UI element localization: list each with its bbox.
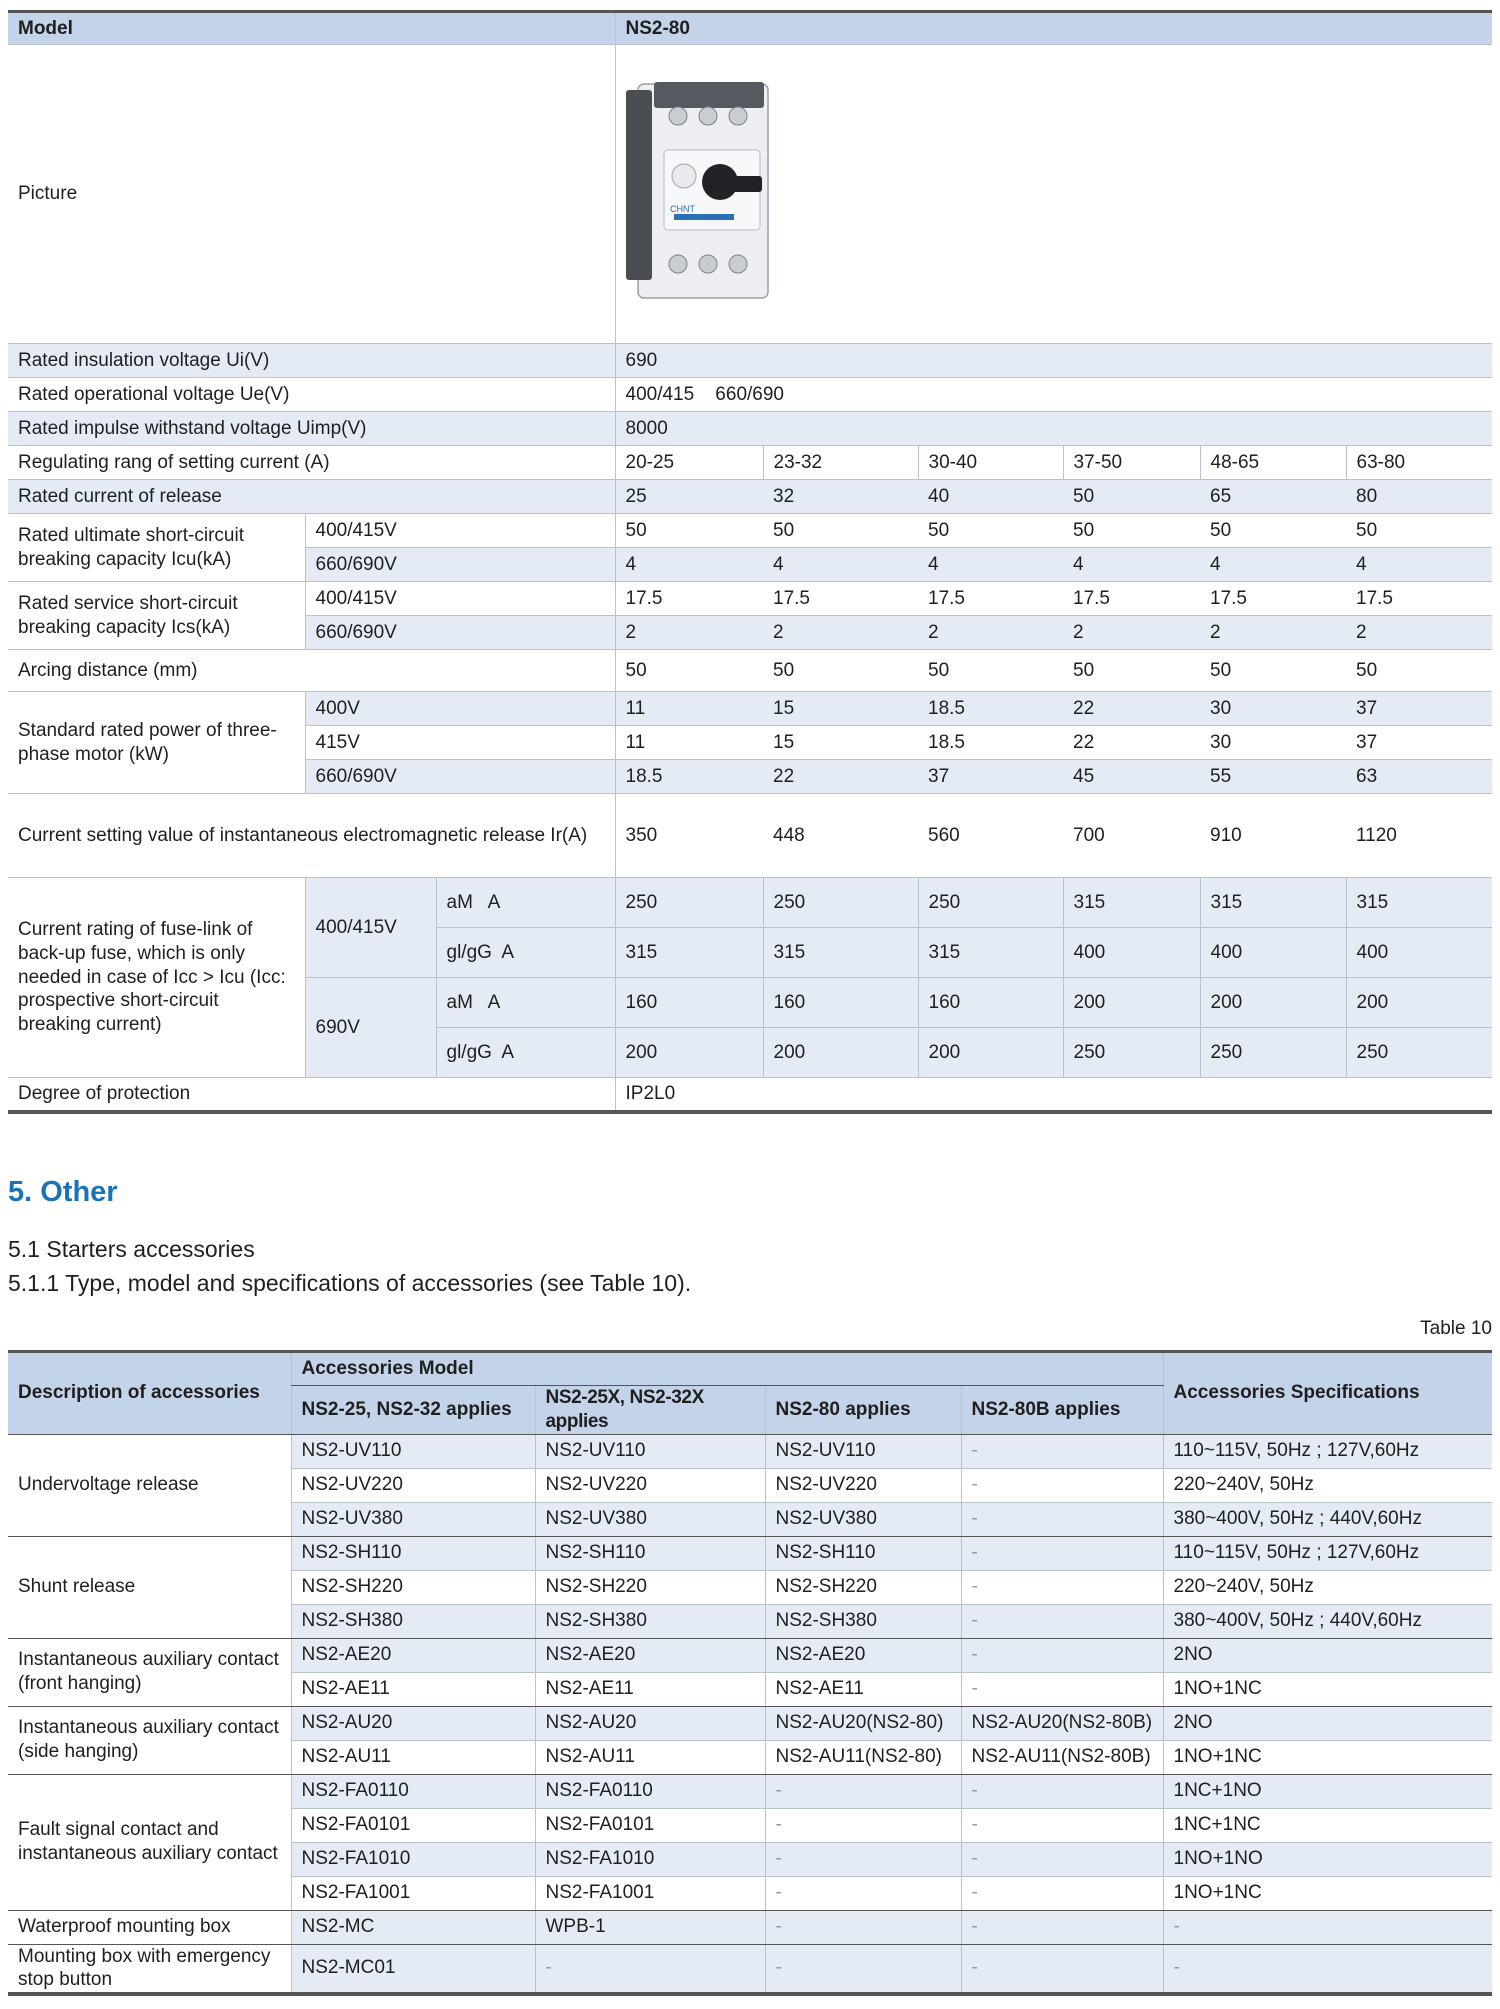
accessory-model-cell: NS2-MC01: [291, 1944, 535, 1994]
icu-label: Rated ultimate short-circuit breaking capacity Icu(kA): [8, 514, 305, 582]
power-value: 37: [1346, 692, 1492, 726]
icu-value: 50: [918, 514, 1063, 548]
fuse-value: 200: [615, 1028, 763, 1078]
fuse-voltage: 400/415V: [305, 878, 436, 978]
release-label: Rated current of release: [8, 480, 615, 514]
ics-value: 17.5: [1063, 582, 1200, 616]
fuse-value: 200: [918, 1028, 1063, 1078]
accessory-spec-cell: 1NC+1NC: [1163, 1808, 1492, 1842]
picture-label: Picture: [8, 45, 615, 344]
accessory-description: Instantaneous auxiliary contact (side hanging): [8, 1706, 291, 1774]
col-header: NS2-25, NS2-32 applies: [291, 1386, 535, 1435]
accessory-spec-cell: 220~240V, 50Hz: [1163, 1468, 1492, 1502]
accessory-model-cell: NS2-SH380: [291, 1604, 535, 1638]
accessory-model-cell: NS2-MC: [291, 1910, 535, 1944]
icu-value: 4: [1346, 548, 1492, 582]
ics-voltage: 660/690V: [305, 616, 615, 650]
subsection-description: 5.1.1 Type, model and specifications of accessories (see Table 10).: [8, 1270, 692, 1296]
uimp-row: [8, 412, 1492, 446]
fuse-value: 160: [918, 978, 1063, 1028]
accessory-model-cell: NS2-FA1001: [535, 1876, 765, 1910]
accessory-model-cell: NS2-SH110: [291, 1536, 535, 1570]
fuse-value: 400: [1200, 928, 1346, 978]
power-voltage: 415V: [305, 726, 615, 760]
release-value: 50: [1063, 480, 1200, 514]
model-row: [8, 12, 1492, 45]
accessory-model-cell: NS2-AU11(NS2-80): [765, 1740, 961, 1774]
accessory-model-cell: NS2-AE20: [291, 1638, 535, 1672]
accessory-model-cell: NS2-FA0110: [535, 1774, 765, 1808]
fuse-type: gl/gG A: [436, 1028, 615, 1078]
accessory-row: [8, 1536, 1492, 1570]
ue-row: [8, 378, 1492, 412]
col-header: NS2-80 applies: [765, 1386, 961, 1435]
accessory-model-cell: NS2-AU11: [535, 1740, 765, 1774]
accessory-model-cell: -: [961, 1774, 1163, 1808]
section-title: 5. Other: [8, 1176, 118, 1208]
accessory-spec-cell: 1NC+1NO: [1163, 1774, 1492, 1808]
accessory-model-cell: NS2-AU20(NS2-80B): [961, 1706, 1163, 1740]
fuse-value: 315: [763, 928, 918, 978]
fuse-type: aM A: [436, 878, 615, 928]
range-value: 23-32: [763, 446, 918, 480]
picture-cell: [615, 45, 1492, 344]
protection-label: Degree of protection: [8, 1078, 615, 1112]
accessory-spec-cell: 1NO+1NC: [1163, 1876, 1492, 1910]
accessory-model-cell: -: [961, 1910, 1163, 1944]
ui-value: 690: [615, 344, 1492, 378]
power-value: 45: [1063, 760, 1200, 794]
release-value: 65: [1200, 480, 1346, 514]
power-value: 22: [1063, 692, 1200, 726]
ics-label: Rated service short-circuit breaking capacity Ics(kA): [8, 582, 305, 650]
fuse-value: 400: [1346, 928, 1492, 978]
accessory-model-cell: -: [961, 1876, 1163, 1910]
accessory-model-cell: -: [765, 1842, 961, 1876]
ics-row: [8, 582, 1492, 616]
range-value: 30-40: [918, 446, 1063, 480]
fuse-value: 315: [918, 928, 1063, 978]
ir-label: Current setting value of instantaneous electromagnetic release Ir(A): [8, 794, 615, 878]
accessory-model-cell: NS2-UV110: [765, 1434, 961, 1468]
uimp-value: 8000: [615, 412, 1492, 446]
desc-header: Description of accessories: [8, 1352, 291, 1435]
icu-voltage: 400/415V: [305, 514, 615, 548]
ics-value: 17.5: [918, 582, 1063, 616]
accessory-row: [8, 1434, 1492, 1468]
accessory-row: [8, 1774, 1492, 1808]
accessory-spec-cell: -: [1163, 1910, 1492, 1944]
accessory-model-cell: NS2-AU20(NS2-80): [765, 1706, 961, 1740]
range-value: 48-65: [1200, 446, 1346, 480]
power-value: 30: [1200, 726, 1346, 760]
fuse-voltage: 690V: [305, 978, 436, 1078]
uimp-label: Rated impulse withstand voltage Uimp(V): [8, 412, 615, 446]
ics-value: 2: [918, 616, 1063, 650]
power-value: 11: [615, 726, 763, 760]
accessory-model-cell: NS2-FA1001: [291, 1876, 535, 1910]
fuse-value: 200: [1063, 978, 1200, 1028]
range-value: 63-80: [1346, 446, 1492, 480]
fuse-value: 250: [1346, 1028, 1492, 1078]
accessory-model-cell: -: [961, 1536, 1163, 1570]
ir-value: 448: [763, 794, 918, 878]
accessory-model-cell: -: [961, 1502, 1163, 1536]
ics-value: 2: [763, 616, 918, 650]
accessory-model-cell: NS2-UV220: [535, 1468, 765, 1502]
accessory-model-cell: NS2-AE20: [765, 1638, 961, 1672]
power-row: [8, 692, 1492, 726]
ui-label: Rated insulation voltage Ui(V): [8, 344, 615, 378]
power-value: 37: [918, 760, 1063, 794]
fuse-value: 200: [1200, 978, 1346, 1028]
accessory-model-cell: -: [961, 1604, 1163, 1638]
ics-value: 17.5: [1346, 582, 1492, 616]
accessory-description: Fault signal contact and instantaneous auxiliary contact: [8, 1774, 291, 1910]
brand-logo: CHNT: [669, 203, 695, 214]
ir-value: 350: [615, 794, 763, 878]
power-value: 55: [1200, 760, 1346, 794]
accessory-description: Mounting box with emergency stop button: [8, 1944, 291, 1994]
accessory-model-cell: NS2-UV110: [291, 1434, 535, 1468]
ir-value: 910: [1200, 794, 1346, 878]
ics-voltage: 400/415V: [305, 582, 615, 616]
icu-value: 50: [763, 514, 918, 548]
accessory-model-cell: NS2-UV380: [535, 1502, 765, 1536]
accessory-model-cell: NS2-UV220: [291, 1468, 535, 1502]
icu-value: 4: [615, 548, 763, 582]
icu-value: 4: [1063, 548, 1200, 582]
accessory-description: Instantaneous auxiliary contact (front hanging): [8, 1638, 291, 1706]
power-value: 18.5: [918, 726, 1063, 760]
ir-value: 560: [918, 794, 1063, 878]
accessory-model-cell: NS2-AE11: [291, 1672, 535, 1706]
subsection-heading: 5.1 Starters accessories: [8, 1236, 255, 1262]
arcing-value: 50: [1346, 650, 1492, 692]
accessory-spec-cell: 2NO: [1163, 1706, 1492, 1740]
accessory-model-cell: NS2-AE20: [535, 1638, 765, 1672]
fuse-value: 250: [918, 878, 1063, 928]
power-value: 11: [615, 692, 763, 726]
accessory-model-cell: NS2-AU11: [291, 1740, 535, 1774]
accessory-spec-cell: 2NO: [1163, 1638, 1492, 1672]
fuse-type: aM A: [436, 978, 615, 1028]
accessory-model-cell: -: [765, 1876, 961, 1910]
accessory-model-cell: -: [961, 1672, 1163, 1706]
accessory-spec-cell: 110~115V, 50Hz ; 127V,60Hz: [1163, 1434, 1492, 1468]
release-value: 40: [918, 480, 1063, 514]
table-number: Table 10: [1420, 1318, 1492, 1339]
accessory-model-cell: -: [535, 1944, 765, 1994]
accessory-spec-cell: 380~400V, 50Hz ; 440V,60Hz: [1163, 1604, 1492, 1638]
accessory-model-cell: NS2-FA1010: [535, 1842, 765, 1876]
power-value: 37: [1346, 726, 1492, 760]
arcing-value: 50: [1200, 650, 1346, 692]
power-voltage: 660/690V: [305, 760, 615, 794]
accessory-model-cell: NS2-SH220: [291, 1570, 535, 1604]
fuse-value: 250: [1063, 1028, 1200, 1078]
power-value: 30: [1200, 692, 1346, 726]
accessory-model-cell: NS2-SH110: [765, 1536, 961, 1570]
power-value: 22: [763, 760, 918, 794]
spec-header: Accessories Specifications: [1163, 1352, 1492, 1435]
accessory-model-cell: NS2-SH110: [535, 1536, 765, 1570]
icu-value: 50: [1200, 514, 1346, 548]
accessory-spec-cell: 1NO+1NC: [1163, 1740, 1492, 1774]
accessory-model-cell: NS2-UV220: [765, 1468, 961, 1502]
accessory-model-cell: -: [765, 1774, 961, 1808]
fuse-value: 200: [763, 1028, 918, 1078]
accessories-header-row: [8, 1352, 1492, 1386]
accessory-row: [8, 1706, 1492, 1740]
accessory-spec-cell: 110~115V, 50Hz ; 127V,60Hz: [1163, 1536, 1492, 1570]
fuse-value: 250: [1200, 1028, 1346, 1078]
accessory-spec-cell: 220~240V, 50Hz: [1163, 1570, 1492, 1604]
accessory-model-cell: NS2-AE11: [535, 1672, 765, 1706]
col-header: NS2-80B applies: [961, 1386, 1163, 1435]
ics-value: 2: [1200, 616, 1346, 650]
accessory-model-cell: -: [961, 1842, 1163, 1876]
range-value: 20-25: [615, 446, 763, 480]
ics-value: 2: [1063, 616, 1200, 650]
fuse-value: 250: [763, 878, 918, 928]
icu-voltage: 660/690V: [305, 548, 615, 582]
ir-value: 1120: [1346, 794, 1492, 878]
fuse-value: 315: [1200, 878, 1346, 928]
accessory-model-cell: WPB-1: [535, 1910, 765, 1944]
accessory-model-cell: NS2-AU20: [291, 1706, 535, 1740]
power-voltage: 400V: [305, 692, 615, 726]
accessory-model-cell: -: [961, 1808, 1163, 1842]
accessory-spec-cell: -: [1163, 1944, 1492, 1994]
ui-row: [8, 344, 1492, 378]
arcing-row: [8, 650, 1492, 692]
fuse-value: 315: [1063, 878, 1200, 928]
icu-row: [8, 514, 1492, 548]
release-row: [8, 480, 1492, 514]
accessory-model-cell: NS2-FA0101: [535, 1808, 765, 1842]
accessory-model-cell: NS2-SH220: [535, 1570, 765, 1604]
accessory-spec-cell: 380~400V, 50Hz ; 440V,60Hz: [1163, 1502, 1492, 1536]
ue-label: Rated operational voltage Ue(V): [8, 378, 615, 412]
range-row: [8, 446, 1492, 480]
accessory-model-cell: -: [961, 1434, 1163, 1468]
ics-value: 17.5: [1200, 582, 1346, 616]
accessory-model-cell: NS2-UV380: [765, 1502, 961, 1536]
release-value: 32: [763, 480, 918, 514]
fuse-value: 400: [1063, 928, 1200, 978]
accessory-model-cell: NS2-SH380: [535, 1604, 765, 1638]
ir-row: [8, 794, 1492, 878]
ir-value: 700: [1063, 794, 1200, 878]
accessory-spec-cell: 1NO+1NO: [1163, 1842, 1492, 1876]
fuse-value: 315: [1346, 878, 1492, 928]
accessory-model-cell: NS2-FA0110: [291, 1774, 535, 1808]
power-value: 15: [763, 692, 918, 726]
icu-value: 50: [1063, 514, 1200, 548]
accessories-table: [8, 1350, 1492, 1996]
accessory-model-cell: NS2-UV380: [291, 1502, 535, 1536]
fuse-value: 315: [615, 928, 763, 978]
icu-value: 4: [763, 548, 918, 582]
fuse-value: 160: [615, 978, 763, 1028]
model-value: NS2-80: [615, 12, 1492, 45]
ics-value: 17.5: [615, 582, 763, 616]
power-label: Standard rated power of three-phase motor (kW): [8, 692, 305, 794]
icu-value: 4: [918, 548, 1063, 582]
range-label: Regulating rang of setting current (A): [8, 446, 615, 480]
icu-value: 4: [1200, 548, 1346, 582]
protection-row: [8, 1078, 1492, 1112]
power-value: 18.5: [918, 692, 1063, 726]
fuse-row: [8, 878, 1492, 928]
ics-value: 2: [615, 616, 763, 650]
ics-value: 2: [1346, 616, 1492, 650]
fuse-type: gl/gG A: [436, 928, 615, 978]
accessory-model-cell: NS2-FA1010: [291, 1842, 535, 1876]
accessory-model-cell: NS2-AU11(NS2-80B): [961, 1740, 1163, 1774]
accessory-description: Undervoltage release: [8, 1434, 291, 1536]
accessory-row: [8, 1910, 1492, 1944]
icu-value: 50: [1346, 514, 1492, 548]
arcing-value: 50: [763, 650, 918, 692]
accessory-model-cell: -: [765, 1910, 961, 1944]
arcing-label: Arcing distance (mm): [8, 650, 615, 692]
ns2-80-spec-table: [8, 10, 1492, 1114]
accessory-model-cell: NS2-UV110: [535, 1434, 765, 1468]
fuse-value: 250: [615, 878, 763, 928]
fuse-value: 200: [1346, 978, 1492, 1028]
protection-value: IP2L0: [615, 1078, 1492, 1112]
fuse-label: Current rating of fuse-link of back-up fuse, which is only needed in case of Icc > Icu (Icc: prospective short-circuit breaking current): [8, 878, 305, 1078]
accessory-spec-cell: 1NO+1NC: [1163, 1672, 1492, 1706]
model-header: Accessories Model: [291, 1352, 1163, 1386]
icu-value: 50: [615, 514, 763, 548]
accessory-model-cell: -: [961, 1944, 1163, 1994]
accessory-description: Waterproof mounting box: [8, 1910, 291, 1944]
accessory-row: [8, 1944, 1492, 1994]
arcing-value: 50: [918, 650, 1063, 692]
power-value: 22: [1063, 726, 1200, 760]
power-value: 63: [1346, 760, 1492, 794]
accessory-model-cell: -: [961, 1468, 1163, 1502]
accessory-row: [8, 1638, 1492, 1672]
release-value: 80: [1346, 480, 1492, 514]
col-header: NS2-25X, NS2-32X applies: [535, 1386, 765, 1435]
power-value: 15: [763, 726, 918, 760]
fuse-value: 160: [763, 978, 918, 1028]
range-value: 37-50: [1063, 446, 1200, 480]
accessory-model-cell: -: [765, 1944, 961, 1994]
motor-protection-circuit-breaker-photo: [626, 76, 796, 306]
accessory-model-cell: NS2-AE11: [765, 1672, 961, 1706]
accessory-description: Shunt release: [8, 1536, 291, 1638]
accessory-model-cell: -: [961, 1570, 1163, 1604]
model-label: Model: [8, 12, 615, 45]
power-value: 18.5: [615, 760, 763, 794]
accessory-model-cell: -: [961, 1638, 1163, 1672]
accessory-model-cell: NS2-FA0101: [291, 1808, 535, 1842]
ue-value: 400/415 660/690: [615, 378, 1492, 412]
accessory-model-cell: NS2-SH220: [765, 1570, 961, 1604]
accessory-model-cell: -: [765, 1808, 961, 1842]
arcing-value: 50: [615, 650, 763, 692]
picture-row: [8, 45, 1492, 344]
arcing-value: 50: [1063, 650, 1200, 692]
accessory-model-cell: NS2-AU20: [535, 1706, 765, 1740]
release-value: 25: [615, 480, 763, 514]
ics-value: 17.5: [763, 582, 918, 616]
accessory-model-cell: NS2-SH380: [765, 1604, 961, 1638]
